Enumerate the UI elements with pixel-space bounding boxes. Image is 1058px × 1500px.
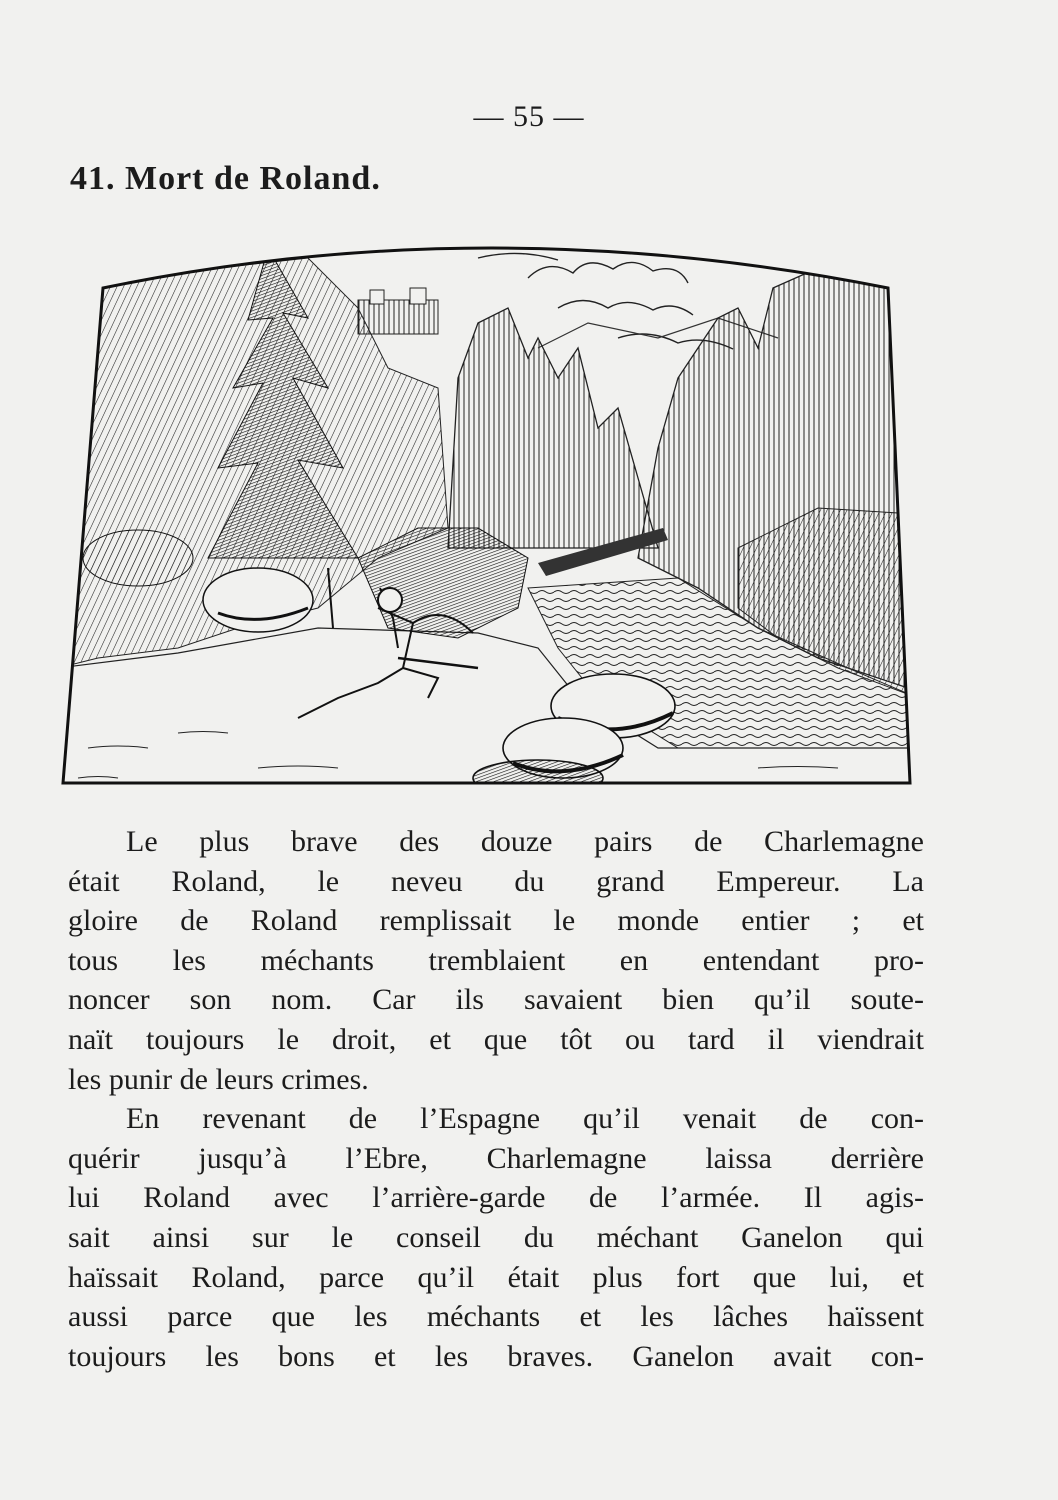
roland-death-illustration (58, 228, 918, 798)
text-line: sait ainsi sur le conseil du méchant Ganelon qui (68, 1220, 924, 1254)
text-line: quérir jusqu’à l’Ebre, Charlemagne laissa derrière (68, 1141, 924, 1175)
text-line: haïssait Roland, parce qu’il était plus fort que lui, et (68, 1260, 924, 1294)
text-line: aussi parce que les méchants et les lâches haïssent (68, 1300, 924, 1334)
text-line: toujours les bons et les braves. Ganelon avait con- (68, 1339, 924, 1373)
text-line: était Roland, le neveu du grand Empereur. La (68, 864, 924, 898)
paragraph-2 (68, 1099, 924, 1376)
text-line: gloire de Roland remplissait le monde entier ; et (68, 904, 924, 938)
text-line: naït toujours le droit, et que tôt ou tard il viendrait (68, 1022, 924, 1056)
page-number: — 55 — (473, 100, 585, 133)
text-line: En revenant de l’Espagne qu’il venait de con- (126, 1102, 924, 1136)
chapter-title: 41. Mort de Roland. (70, 160, 381, 197)
text-line: Le plus brave des douze pairs de Charlemagne (126, 825, 924, 858)
body-text (68, 822, 924, 1376)
text-line: lui Roland avec l’arrière-garde de l’armée. Il agis- (68, 1181, 924, 1215)
text-line: tous les méchants tremblaient en entendant pro- (68, 943, 924, 977)
text-line: noncer son nom. Car ils savaient bien qu’il soute- (68, 983, 924, 1017)
text-line: les punir de leurs crimes. (68, 1062, 369, 1096)
paragraph-1 (68, 822, 924, 1099)
